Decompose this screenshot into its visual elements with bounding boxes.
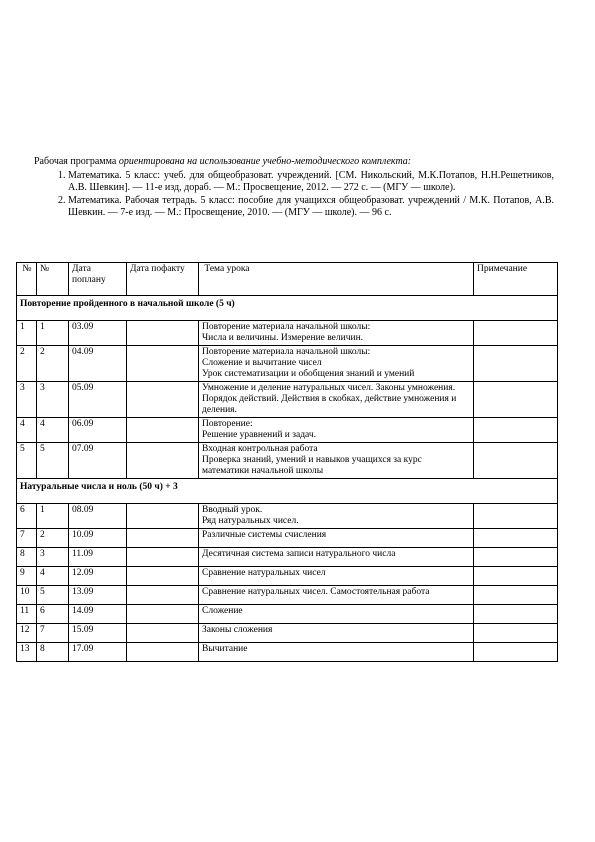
header-topic: Тема урока (199, 263, 474, 296)
cell-topic (199, 504, 474, 529)
table-header-row (17, 263, 558, 296)
cell-note (474, 529, 558, 548)
section-row (17, 296, 558, 321)
cell-topic (199, 586, 474, 605)
cell-topic (199, 321, 474, 346)
cell-topic (199, 548, 474, 567)
cell-row-number: 5 (17, 443, 37, 479)
cell-lesson-number: 3 (37, 382, 69, 418)
cell-row-number: 11 (17, 605, 37, 624)
cell-date-fact (127, 443, 199, 479)
cell-note (474, 504, 558, 529)
cell-lesson-number: 8 (37, 643, 69, 662)
cell-lesson-number: 5 (37, 443, 69, 479)
topic-line: Ряд натуральных чисел. (202, 516, 299, 526)
cell-topic (199, 605, 474, 624)
table-row (17, 529, 558, 548)
cell-date-plan: 05.09 (69, 382, 127, 418)
cell-row-number: 10 (17, 586, 37, 605)
cell-note (474, 548, 558, 567)
cell-date-fact (127, 567, 199, 586)
cell-lesson-number: 7 (37, 624, 69, 643)
cell-note (474, 643, 558, 662)
cell-note (474, 624, 558, 643)
cell-note (474, 321, 558, 346)
section-title: Натуральные числа и ноль (50 ч) + 3 (17, 479, 558, 504)
intro-prefix: Рабочая программа (34, 156, 119, 167)
cell-date-plan: 08.09 (69, 504, 127, 529)
cell-topic (199, 643, 474, 662)
cell-date-plan: 04.09 (69, 346, 127, 382)
cell-row-number: 13 (17, 643, 37, 662)
cell-lesson-number: 1 (37, 504, 69, 529)
cell-date-plan: 07.09 (69, 443, 127, 479)
cell-note (474, 567, 558, 586)
intro-emphasis: ориентирована на использование учебно-методического комплекта: (118, 156, 412, 167)
table-row (17, 443, 558, 479)
cell-date-fact (127, 643, 199, 662)
table-row (17, 321, 558, 346)
cell-date-fact (127, 382, 199, 418)
intro-paragraph (34, 156, 554, 168)
header-date-fact: Дата пофакту (127, 263, 199, 296)
table-row (17, 624, 558, 643)
cell-topic (199, 443, 474, 479)
cell-date-plan: 03.09 (69, 321, 127, 346)
cell-row-number: 4 (17, 418, 37, 443)
reference-item: 1. Математика. 5 класс: учеб. для общеобразоват. учреждений. [СМ. Никольский, М.К.Потапов, Н.Н.Решетников, А.В. Шевкин]. — 11-е изд, дораб. — М.: Просвещение, 2012. — 272 с. — (МГУ — школе). (68, 170, 554, 194)
cell-row-number: 7 (17, 529, 37, 548)
cell-row-number: 3 (17, 382, 37, 418)
cell-lesson-number: 5 (37, 586, 69, 605)
cell-date-fact (127, 418, 199, 443)
topic-line: Законы сложения (202, 625, 273, 635)
cell-note (474, 418, 558, 443)
cell-row-number: 9 (17, 567, 37, 586)
section-title: Повторение пройденного в начальной школе (5 ч) (17, 296, 558, 321)
topic-line: Сравнение натуральных чисел (202, 568, 326, 578)
cell-row-number: 2 (17, 346, 37, 382)
cell-row-number: 6 (17, 504, 37, 529)
topic-line: Вводный урок. (202, 505, 263, 515)
table-row (17, 346, 558, 382)
cell-lesson-number: 3 (37, 548, 69, 567)
table-body (17, 296, 558, 662)
cell-date-plan: 13.09 (69, 586, 127, 605)
section-row (17, 479, 558, 504)
topic-line: Вычитание (202, 644, 248, 654)
cell-lesson-number: 4 (37, 567, 69, 586)
topic-line: Умножение и деление натуральных чисел. Законы умножения. Порядок действий. Действия в скобках, действие умножения и деления. (202, 383, 457, 415)
cell-row-number: 12 (17, 624, 37, 643)
topic-line: Десятичная система записи натурального числа (202, 549, 396, 559)
topic-line: Урок систематизации и обобщения знаний и умений (202, 369, 415, 379)
header-note: Примечание (474, 263, 558, 296)
cell-topic (199, 567, 474, 586)
cell-note (474, 605, 558, 624)
topic-line: Решение уравнений и задач. (202, 430, 317, 440)
table-row (17, 643, 558, 662)
cell-topic (199, 418, 474, 443)
cell-topic (199, 529, 474, 548)
cell-row-number: 1 (17, 321, 37, 346)
cell-date-fact (127, 529, 199, 548)
table-row (17, 504, 558, 529)
cell-date-plan: 15.09 (69, 624, 127, 643)
cell-date-fact (127, 605, 199, 624)
header-date-plan: Дата поплану (69, 263, 127, 296)
cell-date-plan: 17.09 (69, 643, 127, 662)
cell-note (474, 443, 558, 479)
table-row (17, 382, 558, 418)
topic-line: Сложение (202, 606, 243, 616)
cell-topic (199, 382, 474, 418)
topic-line: Повторение материала начальной школы: (202, 347, 371, 357)
reference-item: 2. Математика. Рабочая тетрадь. 5 класс: пособие для учащихся общеобразоват. учреждений / М.К. Потапов, А.В. Шевкин. — 7-е изд. — М.: Просвещение, 2010. — (МГУ — школе). — 96 с. (68, 195, 554, 219)
cell-date-fact (127, 321, 199, 346)
cell-lesson-number: 1 (37, 321, 69, 346)
cell-date-fact (127, 548, 199, 567)
topic-line: Сложение и вычитание чисел (202, 358, 322, 368)
topic-line: Различные системы счисления (202, 530, 327, 540)
cell-note (474, 586, 558, 605)
cell-date-fact (127, 346, 199, 382)
table-row (17, 605, 558, 624)
cell-date-plan: 14.09 (69, 605, 127, 624)
table-row (17, 586, 558, 605)
table-row (17, 567, 558, 586)
cell-lesson-number: 6 (37, 605, 69, 624)
cell-row-number: 8 (17, 548, 37, 567)
cell-date-fact (127, 586, 199, 605)
topic-line: Входная контрольная работа (202, 444, 318, 454)
cell-topic (199, 346, 474, 382)
cell-note (474, 382, 558, 418)
topic-line: Повторение: (202, 419, 253, 429)
cell-lesson-number: 4 (37, 418, 69, 443)
cell-date-plan: 10.09 (69, 529, 127, 548)
topic-line: Сравнение натуральных чисел. Самостоятельная работа (202, 587, 430, 597)
cell-date-plan: 12.09 (69, 567, 127, 586)
cell-date-fact (127, 504, 199, 529)
header-row-number: № (17, 263, 37, 296)
cell-lesson-number: 2 (37, 529, 69, 548)
topic-line: Проверка знаний, умений и навыков учащихся за курс математики начальной школы (202, 455, 422, 476)
cell-note (474, 346, 558, 382)
topic-line: Повторение материала начальной школы: (202, 322, 371, 332)
reference-list (34, 170, 554, 219)
table-row (17, 548, 558, 567)
lesson-plan-table (16, 262, 558, 662)
header-lesson-number: № (37, 263, 69, 296)
table-row (17, 418, 558, 443)
intro-block (34, 156, 554, 220)
cell-date-plan: 11.09 (69, 548, 127, 567)
cell-date-fact (127, 624, 199, 643)
topic-line: Числа и величины. Измерение величин. (202, 333, 364, 343)
cell-lesson-number: 2 (37, 346, 69, 382)
cell-topic (199, 624, 474, 643)
cell-date-plan: 06.09 (69, 418, 127, 443)
